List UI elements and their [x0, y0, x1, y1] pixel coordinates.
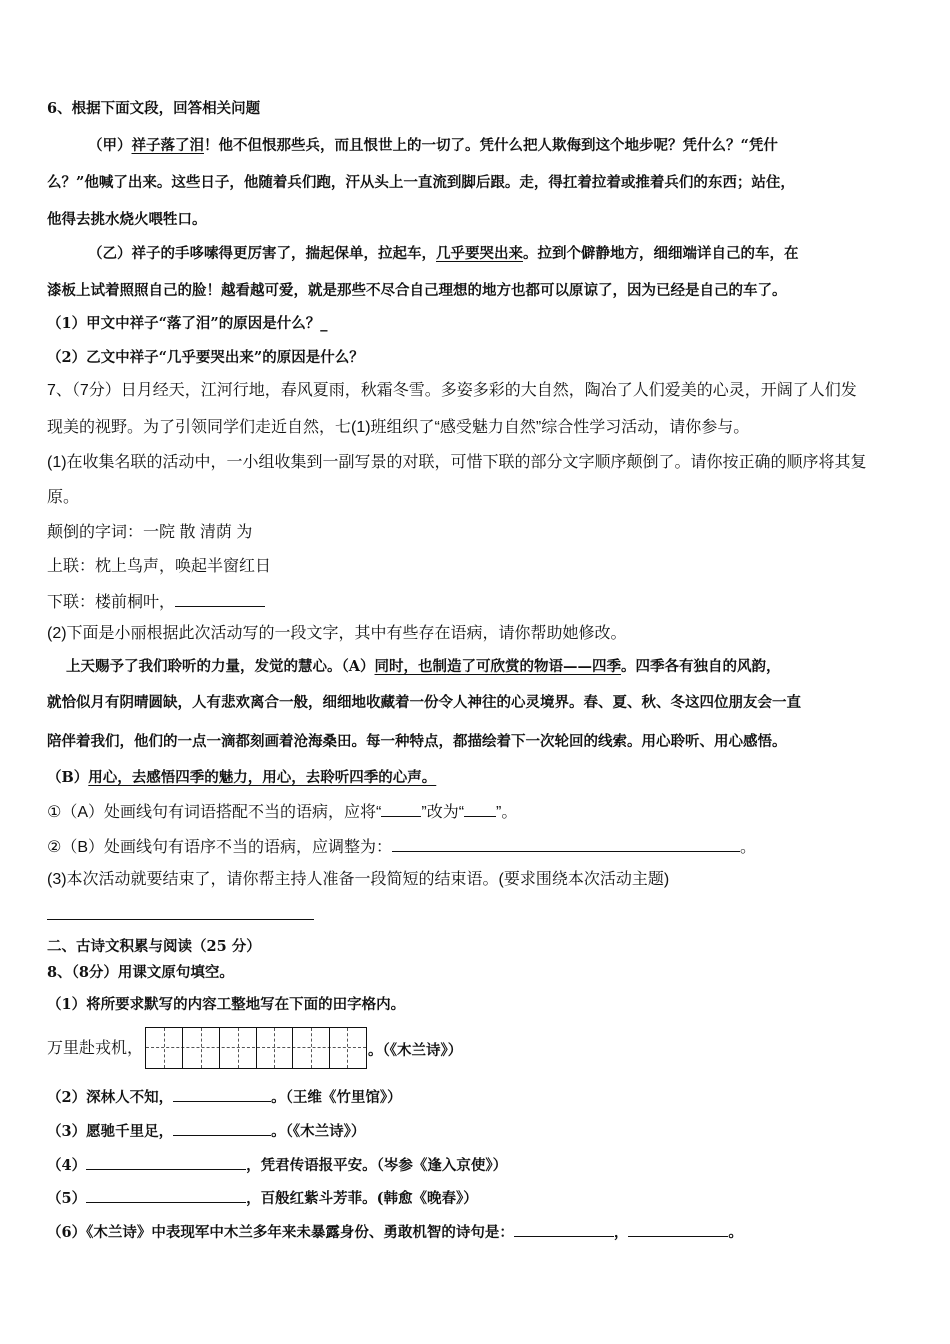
q8-s6-blank-1[interactable] [514, 1220, 614, 1237]
q7-para-underlined-A: 同时，也制造了可欣赏的物语——四季 [374, 658, 622, 675]
grid-cell-divider [219, 1028, 220, 1068]
q8-sub-1: （1）将所要求默写的内容工整地写在下面的田字格内。 [47, 996, 406, 1013]
q7-para-line-4 [47, 767, 910, 789]
q8-s2-blank[interactable] [173, 1085, 271, 1102]
grid-guide [347, 1028, 348, 1068]
q8-s4-blank[interactable] [86, 1153, 246, 1170]
grid-cell-divider [256, 1028, 257, 1068]
q8-sub-4 [47, 1153, 910, 1177]
q7-part3-answer-line[interactable] [47, 919, 314, 920]
q8-s6-suffix: 。 [728, 1224, 743, 1241]
grid-cell-divider [292, 1028, 293, 1068]
q6-yi-text-a: （乙）祥子的手哆嗦得更厉害了，揣起保单，拉起车， [88, 245, 436, 262]
q7-c2-blank[interactable] [392, 835, 740, 852]
q7-para-B-label: （B） [47, 769, 89, 786]
q7-lower-blank[interactable] [175, 590, 265, 607]
q7-para-line-2: 就恰似月有阴晴圆缺，人有悲欢离合一般，细细地收藏着一份令人神往的心灵境界。春、夏、秋、冬这四位朋友会一直 [47, 694, 801, 711]
q7-intro-1: 7、（7分）日月经天，江河行地，春风夏雨，秋霜冬雪。多姿多彩的大自然，陶冶了人们爱美的心灵，开阔了人们发 [47, 382, 857, 399]
q6-jia-line-2: 么？”他喊了出来。这些日子，他随着兵们跑，汗从头上一直流到脚后跟。走，得扛着拉着或推着兵们的东西；站住， [47, 174, 795, 191]
q7-c1-text-b: ”改为“ [421, 804, 465, 821]
q8-s4-suffix: ，凭君传语报平安。（岑参《逢入京使》） [246, 1157, 508, 1174]
q8-s3-blank[interactable] [173, 1119, 271, 1136]
q7-reversed-words: 颠倒的字词：一院 散 清荫 为 [47, 524, 253, 541]
q8-s3-prefix: （3）愿驰千里足， [47, 1123, 174, 1140]
q8-sub-3 [47, 1119, 910, 1143]
q7-c2-text-b: 。 [740, 839, 757, 856]
q7-para-text-b: 。四季各有独自的风韵， [621, 658, 781, 675]
q6-jia-line-1 [88, 135, 910, 157]
q8-s2-suffix: 。（王维《竹里馆》） [271, 1089, 402, 1106]
q7-part3: (3)本次活动就要结束了，请你帮主持人准备一段简短的结束语。(要求围绕本次活动主题) [47, 871, 670, 888]
q8-s6-prefix: （6）《木兰诗》中表现军中木兰多年来未暴露身份、勇敢机智的诗句是： [47, 1224, 514, 1241]
q6-yi-underlined: 几乎要哭出来 [436, 245, 523, 262]
section-2-title: 二、古诗文积累与阅读（25 分） [47, 938, 261, 955]
q7-c1-text-a: ①（A）处画线句有词语搭配不当的语病，应将“ [47, 804, 382, 821]
grid-cell-divider [329, 1028, 330, 1068]
q8-sub-5 [47, 1186, 910, 1210]
q8-s2-prefix: （2）深林人不知， [47, 1089, 174, 1106]
q6-jia-underlined: 祥子落了泪 [131, 137, 204, 154]
tianzige-grid[interactable] [145, 1027, 367, 1069]
q6-sub-2: （2）乙文中祥子“几乎要哭出来”的原因是什么？ [47, 349, 364, 366]
q7-correction-2 [47, 835, 910, 859]
grid-guide [238, 1028, 239, 1068]
q7-para-A-label: （A） [341, 658, 375, 675]
q7-upper-couplet: 上联：枕上鸟声，唤起半窗红日 [47, 558, 272, 575]
q8-s4-prefix: （4） [47, 1157, 87, 1174]
q8-title: 8、（8分）用课文原句填空。 [47, 964, 234, 981]
grid-guide [274, 1028, 275, 1068]
q6-jia-text-1: ！他不但恨那些兵，而且恨世上的一切了。凭什么把人欺侮到这个地步呢？凭什么？“凭什 [204, 137, 778, 154]
q8-s3-suffix: 。（《木兰诗》） [271, 1123, 366, 1140]
q7-part1-b: 原。 [47, 489, 80, 506]
q7-para-line-1 [66, 656, 910, 678]
q6-jia-label: （甲） [88, 137, 132, 154]
q8-s1-suffix: 。（《木兰诗》） [368, 1042, 463, 1059]
q7-lower-text: 下联：楼前桐叶， [47, 594, 176, 611]
q8-s6-blank-2[interactable] [628, 1220, 728, 1237]
q6-title: 6、根据下面文段，回答相关问题 [47, 100, 261, 117]
q7-intro-2: 现美的视野。为了引领同学们走近自然，七(1)班组织了“感受魅力自然”综合性学习活动，请你参与。 [47, 419, 750, 436]
q7-para-underlined-B: 用心，去感悟四季的魅力，用心，去聆听四季的心声。 [88, 769, 437, 786]
q7-c1-blank-1[interactable] [381, 800, 421, 817]
q8-sub-2 [47, 1085, 910, 1109]
q8-sub-6 [47, 1220, 910, 1244]
q7-para-line-3: 陪伴着我们，他们的一点一滴都刻画着沧海桑田。每一种特点，都描绘着下一次轮回的线索。用心聆听、用心感悟。 [47, 733, 787, 750]
q7-part1-a: (1)在收集名联的活动中，一小组收集到一副写景的对联，可惜下联的部分文字顺序颠倒了。请你按正确的顺序将其复 [47, 454, 867, 471]
q7-para-text-a: 上天赐予了我们聆听的力量，发觉的慧心。 [66, 658, 342, 675]
grid-guide [311, 1028, 312, 1068]
q8-s5-prefix: （5） [47, 1190, 87, 1207]
q6-jia-line-3: 他得去挑水烧火喂牲口。 [47, 211, 207, 228]
q8-s5-suffix: ，百般红紫斗芳菲。(韩愈《晚春》） [246, 1190, 478, 1207]
q6-sub-1: （1）甲文中祥子“落了泪”的原因是什么？_ [47, 315, 328, 332]
q7-lower-couplet [47, 590, 910, 614]
grid-guide [164, 1028, 165, 1068]
q6-yi-text-b: 。拉到个僻静地方，细细端详自己的车，在 [523, 245, 799, 262]
q7-c1-blank-2[interactable] [464, 800, 496, 817]
grid-cell-divider [182, 1028, 183, 1068]
q8-s6-mid: ， [613, 1224, 629, 1241]
q7-c1-text-c: ”。 [496, 804, 518, 821]
q8-s5-blank[interactable] [86, 1186, 246, 1203]
q6-yi-line-2: 漆板上试着照照自己的脸！越看越可爱，就是那些不尽合自己理想的地方也都可以原谅了，因为已经是自己的车了。 [47, 282, 787, 299]
grid-guide [201, 1028, 202, 1068]
q8-s1-prefix: 万里赴戎机， [47, 1040, 144, 1057]
q7-correction-1 [47, 800, 910, 824]
q6-yi-line-1 [88, 243, 910, 265]
q7-c2-text-a: ②（B）处画线句有语序不当的语病，应调整为： [47, 839, 393, 856]
q7-part2: (2)下面是小丽根据此次活动写的一段文字，其中有些存在语病，请你帮助她修改。 [47, 625, 627, 642]
